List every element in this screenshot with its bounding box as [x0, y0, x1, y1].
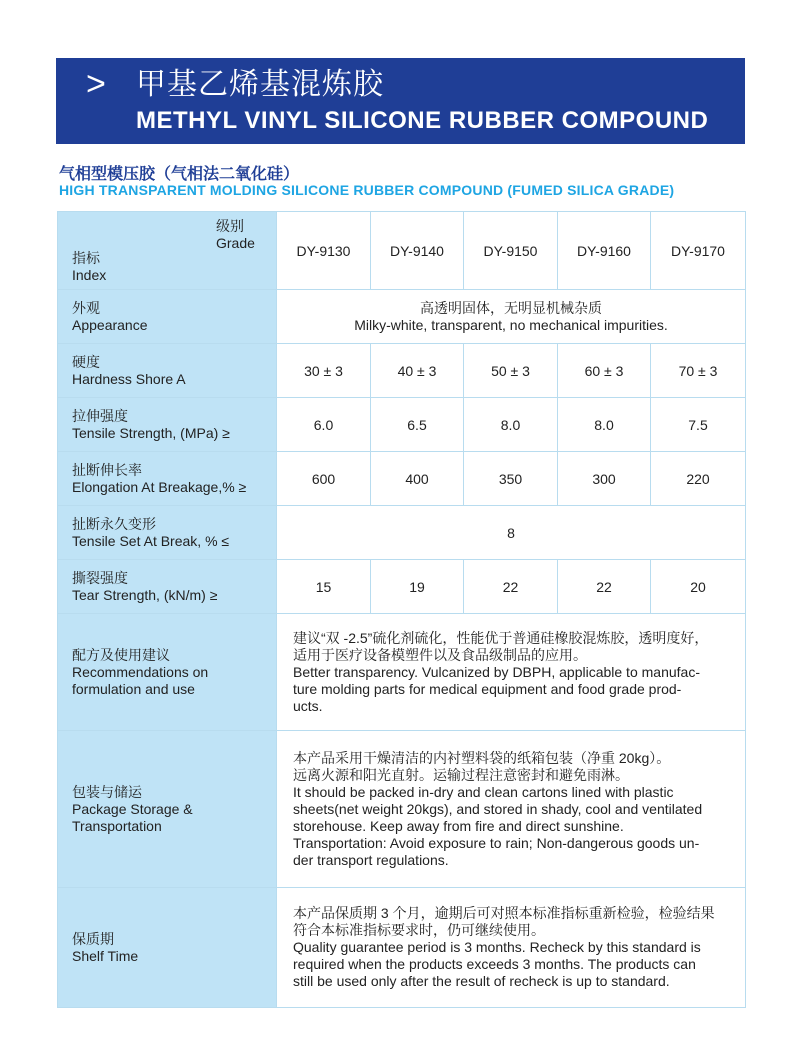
title-chinese: 甲基乙烯基混炼胶 — [136, 68, 384, 101]
table-cell: 22 — [558, 560, 651, 614]
table-row-tensile — [58, 398, 746, 452]
table-cell: 7.5 — [651, 398, 746, 452]
title-banner — [56, 58, 745, 144]
table-cell: 60 ± 3 — [558, 344, 651, 398]
table-row-elongation — [58, 452, 746, 506]
row-label: 扯断永久变形 Tensile Set At Break, % ≤ — [58, 506, 277, 560]
row-label: 拉伸强度 Tensile Strength, (MPa) ≥ — [58, 398, 277, 452]
table-cell: 600 — [277, 452, 371, 506]
row-label: 硬度 Hardness Shore A — [58, 344, 277, 398]
grade-column-header: DY-9140 — [371, 212, 464, 290]
table-row-appearance — [58, 290, 746, 344]
table-cell: 15 — [277, 560, 371, 614]
row-label: 保质期 Shelf Time — [58, 888, 277, 1008]
row-label: 配方及使用建议 Recommendations on formulation and use — [58, 614, 277, 731]
table-cell: 6.0 — [277, 398, 371, 452]
row-label: 撕裂强度 Tear Strength, (kN/m) ≥ — [58, 560, 277, 614]
table-row-shelf-time — [58, 888, 746, 1008]
table-row-tensile-set — [58, 506, 746, 560]
appearance-value: 高透明固体，无明显机械杂质 Milky-white, transparent, no mechanical impurities. — [277, 290, 746, 344]
recommendations-text: 建议“双 -2.5”硫化剂硫化，性能优于普通硅橡胶混炼胶，透明度好， 适用于医疗设备模塑件以及食品级制品的应用。 Better transparency. Vulcanized by DBPH, applicable to manufac- ture molding parts for medical equipment and food grade prod- ucts. — [277, 614, 746, 731]
table-row-hardness — [58, 344, 746, 398]
grade-column-header: DY-9170 — [651, 212, 746, 290]
table-cell: 22 — [464, 560, 558, 614]
corner-header — [58, 212, 277, 290]
grade-column-header: DY-9130 — [277, 212, 371, 290]
table-cell: 30 ± 3 — [277, 344, 371, 398]
table-header-row — [58, 212, 746, 290]
grade-column-header: DY-9160 — [558, 212, 651, 290]
tensile-set-value: 8 — [277, 506, 746, 560]
subtitle-english: HIGH TRANSPARENT MOLDING SILICONE RUBBER COMPOUND (FUMED SILICA GRADE) — [59, 182, 675, 198]
subtitle-chinese: 气相型模压胶（气相法二氧化硅） — [59, 166, 300, 183]
table-cell: 8.0 — [464, 398, 558, 452]
table-cell: 300 — [558, 452, 651, 506]
table-cell: 20 — [651, 560, 746, 614]
grade-header: 级别 Grade — [216, 218, 255, 251]
shelf-time-text: 本产品保质期 3 个月，逾期后可对照本标准指标重新检验，检验结果 符合本标准指标要求时，仍可继续使用。 Quality guarantee period is 3 months. Recheck by this standard is required when the products exceeds 3 months. The products can still be used only after the result of recheck is up to standard. — [277, 888, 746, 1008]
table-cell: 400 — [371, 452, 464, 506]
title-english: METHYL VINYL SILICONE RUBBER COMPOUND — [136, 107, 709, 134]
table-row-recommendations — [58, 614, 746, 731]
index-header: 指标 Index — [72, 250, 107, 283]
table-cell: 40 ± 3 — [371, 344, 464, 398]
table-cell: 220 — [651, 452, 746, 506]
row-label: 扯断伸长率 Elongation At Breakage,% ≥ — [58, 452, 277, 506]
spec-table — [57, 211, 746, 1008]
table-cell: 50 ± 3 — [464, 344, 558, 398]
table-cell: 350 — [464, 452, 558, 506]
grade-column-header: DY-9150 — [464, 212, 558, 290]
table-row-tear — [58, 560, 746, 614]
table-cell: 8.0 — [558, 398, 651, 452]
table-cell: 19 — [371, 560, 464, 614]
row-label: 外观 Appearance — [58, 290, 277, 344]
table-cell: 6.5 — [371, 398, 464, 452]
chevron-right-icon: > — [86, 65, 106, 103]
table-cell: 70 ± 3 — [651, 344, 746, 398]
table-row-package — [58, 731, 746, 888]
row-label: 包装与储运 Package Storage & Transportation — [58, 731, 277, 888]
package-text: 本产品采用干燥清洁的内衬塑料袋的纸箱包装（净重 20kg）。 远离火源和阳光直射。运输过程注意密封和避免雨淋。 It should be packed in-dry and clean cartons lined with plastic sheets(net weight 20kgs), and stored in shady, cool and ventilated storehouse. Keep away from fire and direct sunshine. Transportation: Avoid exposure to rain; Non-dangerous goods un- der transport regulations. — [277, 731, 746, 888]
